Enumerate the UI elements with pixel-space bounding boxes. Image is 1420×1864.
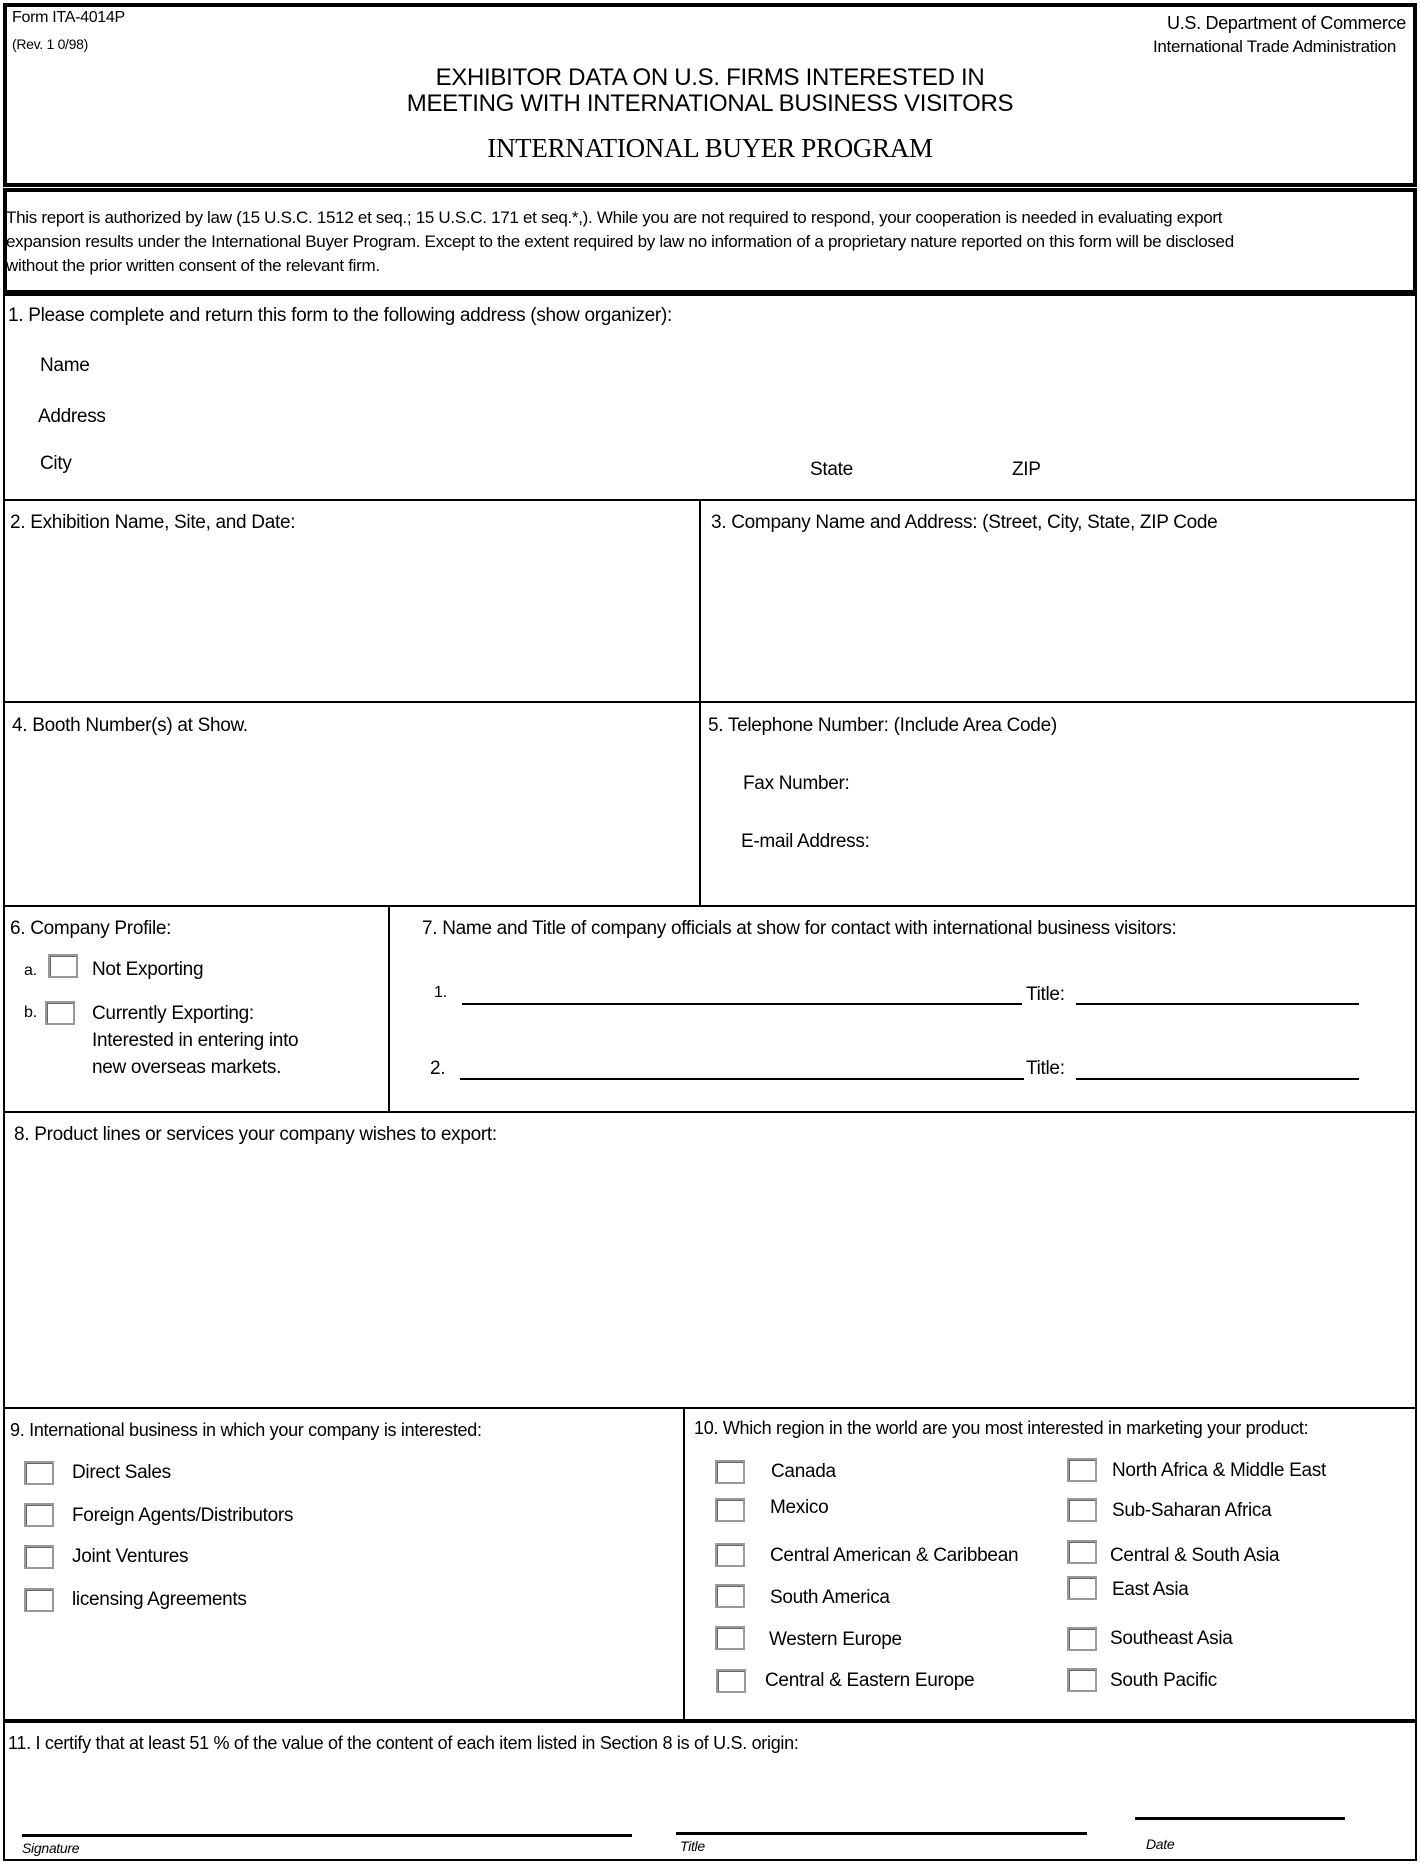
title-caption: Title	[680, 1838, 705, 1854]
title-line[interactable]	[676, 1832, 1087, 1835]
form-title-line2: MEETING WITH INTERNATIONAL BUSINESS VISITORS	[406, 90, 1014, 117]
divider	[3, 1407, 1417, 1409]
currently-exporting-checkbox[interactable]	[45, 1001, 75, 1025]
s8-label: 8. Product lines or services your company wishes to export:	[14, 1124, 497, 1145]
s1-zip-label: ZIP	[1012, 459, 1041, 480]
s5-fax-label: Fax Number:	[743, 773, 850, 794]
form-number: Form ITA-4014P	[12, 9, 125, 26]
south-pacific-checkbox[interactable]	[1067, 1668, 1097, 1692]
s2-label: 2. Exhibition Name, Site, and Date:	[10, 512, 296, 533]
s1-state-label: State	[810, 459, 853, 480]
date-line[interactable]	[1135, 1817, 1345, 1820]
s6-label: 6. Company Profile:	[10, 918, 172, 939]
s1-address-label: Address	[38, 406, 106, 427]
divider	[683, 1407, 685, 1720]
central-eastern-europe-checkbox[interactable]	[716, 1669, 746, 1693]
s7-title2-label: Title:	[1026, 1058, 1065, 1079]
divider	[3, 905, 1417, 907]
notice-line2: expansion results under the International Buyer Program. Except to the extent required by law no information of a proprietary nature reported on this form will be disclosed	[6, 232, 1234, 251]
s9-option: licensing Agreements	[72, 1589, 247, 1610]
s9-label: 9. International business in which your company is interested:	[10, 1420, 482, 1440]
region-right: Southeast Asia	[1110, 1628, 1233, 1649]
s6-a-letter: a.	[24, 962, 37, 979]
s9-option: Direct Sales	[72, 1462, 171, 1483]
signature-caption: Signature	[22, 1840, 80, 1856]
program-title: INTERNATIONAL BUYER PROGRAM	[487, 133, 933, 163]
divider	[699, 499, 701, 905]
form-revision: (Rev. 1 0/98)	[12, 36, 88, 52]
s4-label: 4. Booth Number(s) at Show.	[12, 715, 248, 736]
s5-email-label: E-mail Address:	[741, 831, 870, 852]
s7-num1: 1.	[434, 984, 447, 1001]
s3-label: 3. Company Name and Address: (Street, City, State, ZIP Code	[711, 512, 1218, 533]
s11-label: 11. I certify that at least 51 % of the value of the content of each item listed in Section 8 is of U.S. origin:	[8, 1733, 799, 1753]
s7-num2: 2.	[430, 1058, 446, 1079]
central-south-asia-checkbox[interactable]	[1067, 1540, 1097, 1564]
official2-name-line[interactable]	[460, 1078, 1024, 1080]
s6-b-label2: Interested in entering into	[92, 1030, 299, 1051]
date-caption: Date	[1146, 1836, 1175, 1852]
notice-line1: This report is authorized by law (15 U.S.C. 1512 et seq.; 15 U.S.C. 171 et seq.*,). While you are not required to respond, your cooperation is needed in evaluating export	[6, 208, 1223, 227]
s6-b-letter: b.	[24, 1004, 37, 1021]
foreign-agents-checkbox[interactable]	[24, 1503, 54, 1527]
s10-label: 10. Which region in the world are you most interested in marketing your product:	[694, 1418, 1309, 1438]
region-left: South America	[770, 1587, 890, 1608]
central-american-checkbox[interactable]	[715, 1543, 745, 1567]
region-right: South Pacific	[1110, 1670, 1217, 1691]
s6-a-label: Not Exporting	[92, 959, 204, 980]
north-africa-checkbox[interactable]	[1067, 1458, 1097, 1482]
direct-sales-checkbox[interactable]	[24, 1461, 54, 1485]
s9-option: Foreign Agents/Distributors	[72, 1505, 294, 1526]
divider	[3, 701, 1417, 703]
s6-b-label3: new overseas markets.	[92, 1057, 282, 1078]
region-right: North Africa & Middle East	[1112, 1460, 1326, 1481]
region-right: East Asia	[1112, 1579, 1189, 1600]
s7-label: 7. Name and Title of company officials at show for contact with international business visitors:	[422, 918, 1177, 939]
sub-saharan-checkbox[interactable]	[1067, 1498, 1097, 1522]
s1-label: 1. Please complete and return this form to the following address (show organizer):	[8, 305, 672, 326]
region-left: Central American & Caribbean	[770, 1545, 1019, 1566]
mexico-checkbox[interactable]	[715, 1498, 745, 1522]
western-europe-checkbox[interactable]	[715, 1626, 745, 1650]
region-left: Mexico	[770, 1497, 829, 1518]
region-right: Sub-Saharan Africa	[1112, 1500, 1272, 1521]
signature-line[interactable]	[22, 1834, 632, 1837]
s5-label: 5. Telephone Number: (Include Area Code)	[708, 715, 1057, 736]
east-asia-checkbox[interactable]	[1067, 1576, 1097, 1600]
official1-title-line[interactable]	[1076, 1003, 1359, 1005]
region-left: Central & Eastern Europe	[765, 1670, 975, 1691]
notice-line3: without the prior written consent of the relevant firm.	[6, 256, 380, 275]
region-right: Central & South Asia	[1110, 1545, 1280, 1566]
s6-b-label1: Currently Exporting:	[92, 1003, 254, 1024]
form-title-line1: EXHIBITOR DATA ON U.S. FIRMS INTERESTED IN	[435, 64, 985, 91]
s7-title1-label: Title:	[1026, 984, 1065, 1005]
agency: U.S. Department of Commerce	[1167, 13, 1406, 33]
s1-name-label: Name	[40, 355, 90, 376]
south-america-checkbox[interactable]	[715, 1584, 745, 1608]
sub-agency: International Trade Administration	[1152, 37, 1396, 56]
region-left: Western Europe	[769, 1629, 902, 1650]
divider	[3, 1111, 1417, 1113]
s1-city-label: City	[40, 453, 72, 474]
region-left: Canada	[771, 1461, 836, 1482]
s9-option: Joint Ventures	[72, 1546, 189, 1567]
official1-name-line[interactable]	[462, 1003, 1022, 1005]
official2-title-line[interactable]	[1076, 1078, 1359, 1080]
canada-checkbox[interactable]	[715, 1460, 745, 1484]
joint-ventures-checkbox[interactable]	[24, 1545, 54, 1569]
divider	[388, 905, 390, 1111]
not-exporting-checkbox[interactable]	[48, 954, 78, 978]
southeast-asia-checkbox[interactable]	[1067, 1627, 1097, 1651]
licensing-agreements-checkbox[interactable]	[24, 1588, 54, 1612]
divider	[3, 1719, 1417, 1723]
divider	[3, 499, 1417, 501]
